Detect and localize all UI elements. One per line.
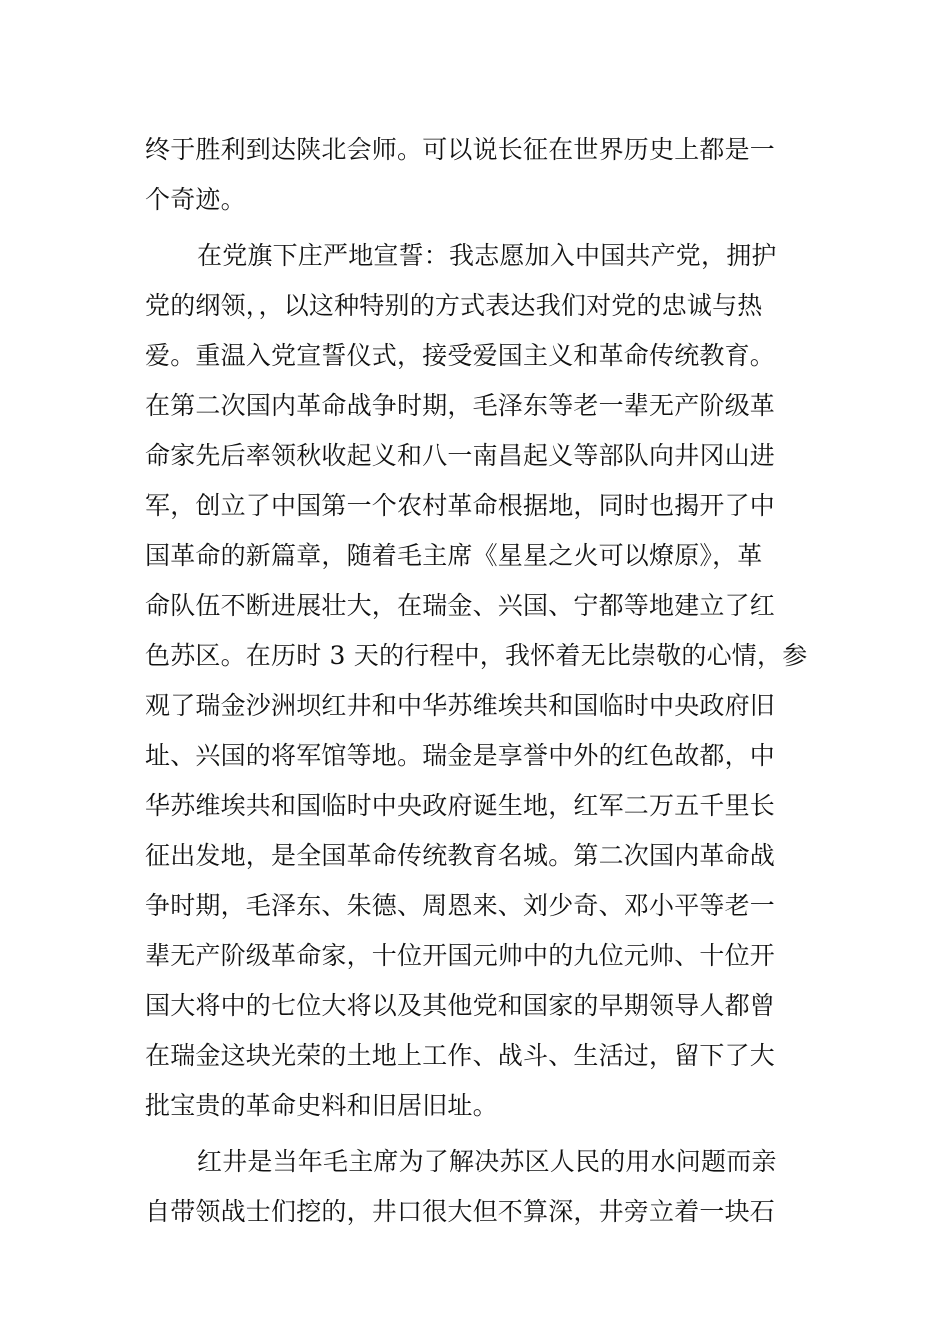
text-line: 色苏区。在历时 3 天的行程中，我怀着无比崇敬的心情，参: [145, 641, 808, 670]
body-text: [145, 125, 810, 1237]
text-line: 争时期，毛泽东、朱德、周恩来、刘少奇、邓小平等老一: [145, 891, 776, 920]
paragraph-start-line: 红井是当年毛主席为了解决苏区人民的用水问题而亲: [197, 1147, 777, 1176]
text-line: 国大将中的七位大将以及其他党和国家的早期领导人都曾: [145, 991, 776, 1020]
text-line: 在瑞金这块光荣的土地上工作、战斗、生活过，留下了大: [145, 1041, 776, 1070]
text-line: 终于胜利到达陕北会师。可以说长征在世界历史上都是一: [145, 135, 776, 164]
text-line: 址、兴国的将军馆等地。瑞金是享誉中外的红色故都，中: [145, 741, 776, 770]
text-line: 辈无产阶级革命家，十位开国元帅中的九位元帅、十位开: [145, 941, 776, 970]
text-line: 国革命的新篇章，随着毛主席《星星之火可以燎原》，革: [145, 541, 763, 570]
text-line: 党的纲领，，以这种特别的方式表达我们对党的忠诚与热: [145, 291, 763, 320]
text-line: 军，创立了中国第一个农村革命根据地，同时也揭开了中: [145, 491, 776, 520]
text-line: 命队伍不断进展壮大，在瑞金、兴国、宁都等地建立了红: [145, 591, 776, 620]
paragraph-start-line: 在党旗下庄严地宣誓：我志愿加入中国共产党，拥护: [197, 241, 777, 270]
text-line: 征出发地，是全国革命传统教育名城。第二次国内革命战: [145, 841, 776, 870]
text-line: 观了瑞金沙洲坝红井和中华苏维埃共和国临时中央政府旧: [145, 691, 776, 720]
text-line: 批宝贵的革命史料和旧居旧址。: [145, 1091, 498, 1120]
text-line: 在第二次国内革命战争时期，毛泽东等老一辈无产阶级革: [145, 391, 776, 420]
text-line: 华苏维埃共和国临时中央政府诞生地，红军二万五千里长: [145, 791, 776, 820]
text-line: 命家先后率领秋收起义和八一南昌起义等部队向井冈山进: [145, 441, 776, 470]
text-line: 自带领战士们挖的，井口很大但不算深，井旁立着一块石: [145, 1197, 776, 1226]
text-line: 个奇迹。: [145, 185, 246, 214]
text-line: 爱。重温入党宣誓仪式，接受爱国主义和革命传统教育。: [145, 341, 776, 370]
